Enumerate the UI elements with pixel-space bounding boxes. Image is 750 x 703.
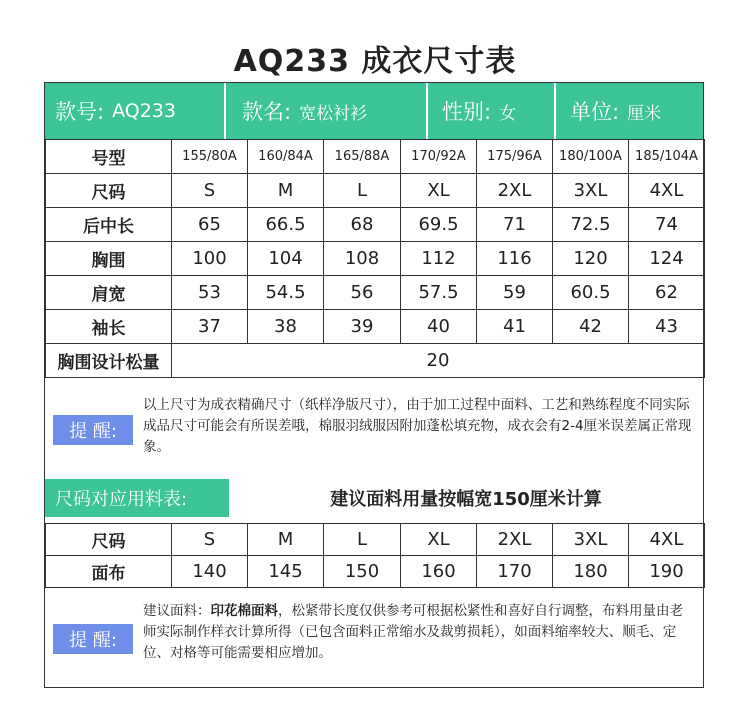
- table-row: [46, 556, 705, 588]
- table-cell: 160/84A: [248, 140, 324, 174]
- table-cell: 170/92A: [401, 140, 477, 174]
- table-cell: L: [324, 174, 401, 208]
- row-label: 肩宽: [46, 276, 172, 310]
- gender-cell: [428, 83, 556, 139]
- table-cell: 4XL: [629, 174, 705, 208]
- table-cell: 2XL: [477, 174, 553, 208]
- table-cell: 3XL: [553, 524, 629, 556]
- table-cell: 72.5: [553, 208, 629, 242]
- note-2-prefix: 建议面料：: [143, 603, 211, 619]
- row-label: 后中长: [46, 208, 172, 242]
- table-cell: 124: [629, 242, 705, 276]
- style-name-label: 款名:: [242, 100, 292, 124]
- table-row: [46, 276, 705, 310]
- table-cell: 68: [324, 208, 401, 242]
- style-name-value: 宽松衬衫: [299, 103, 368, 124]
- table-row: [46, 310, 705, 344]
- note-2: [45, 591, 703, 687]
- table-cell: 71: [477, 208, 553, 242]
- table-cell: 41: [477, 310, 553, 344]
- row-label: 尺码: [46, 174, 172, 208]
- unit-label: 单位:: [570, 100, 620, 124]
- info-bar: [45, 83, 703, 139]
- row-label: 尺码: [46, 524, 172, 556]
- remind-badge-1: 提 醒:: [53, 415, 133, 445]
- style-number-label: 款号:: [55, 100, 105, 124]
- table-cell: 175/96A: [477, 140, 553, 174]
- table-cell: 150: [324, 556, 401, 588]
- table-cell: 39: [324, 310, 401, 344]
- table-cell: 69.5: [401, 208, 477, 242]
- table-cell: 165/88A: [324, 140, 401, 174]
- note-2-fabric: 印花棉面料: [210, 603, 278, 619]
- table-cell: 100: [172, 242, 248, 276]
- table-cell: 54.5: [248, 276, 324, 310]
- material-label: 尺码对应用料表:: [45, 479, 229, 517]
- table-row: [46, 524, 705, 556]
- table-cell: 57.5: [401, 276, 477, 310]
- table-cell: 56: [324, 276, 401, 310]
- table-cell: 74: [629, 208, 705, 242]
- table-cell: 155/80A: [172, 140, 248, 174]
- note-1-text: 以上尺寸为成衣精确尺寸（纸样净版尺寸），由于加工过程中面料、工艺和熟练程度不同实际成品尺寸可能会有所误差哦，棉服羽绒服因附加蓬松填充物，成衣会有2-4厘米误差属正常现象。: [143, 397, 692, 455]
- note-1: [45, 376, 703, 479]
- row-label: 胸围: [46, 242, 172, 276]
- unit-cell: [556, 83, 703, 139]
- note-2-body: ，松紧带长度仅供参考可根据松紧性和喜好自行调整，布料用量由老师实际制作样衣计算所得（已包含面料正常缩水及裁剪损耗），如面料缩率较大、顺毛、定位、对格等可能需要相应增加。: [143, 603, 683, 661]
- table-cell: 185/104A: [629, 140, 705, 174]
- table-cell: 170: [477, 556, 553, 588]
- ease-row: [46, 344, 705, 378]
- table-cell: 43: [629, 310, 705, 344]
- table-row: [46, 208, 705, 242]
- table-cell: 180: [553, 556, 629, 588]
- material-table: [45, 523, 705, 588]
- row-label: 袖长: [46, 310, 172, 344]
- row-label: 面布: [46, 556, 172, 588]
- gender-value: 女: [499, 103, 517, 124]
- table-cell: 116: [477, 242, 553, 276]
- table-cell: XL: [401, 524, 477, 556]
- row-label: 号型: [46, 140, 172, 174]
- material-note: 建议面料用量按幅宽150厘米计算: [330, 489, 602, 510]
- ease-label: 胸围设计松量: [46, 344, 172, 378]
- ease-value: 20: [172, 344, 705, 378]
- table-cell: 112: [401, 242, 477, 276]
- table-cell: L: [324, 524, 401, 556]
- table-cell: S: [172, 524, 248, 556]
- table-cell: 42: [553, 310, 629, 344]
- table-cell: 145: [248, 556, 324, 588]
- table-cell: 53: [172, 276, 248, 310]
- table-cell: 3XL: [553, 174, 629, 208]
- size-sheet: [44, 82, 704, 688]
- table-cell: M: [248, 174, 324, 208]
- table-row: [46, 174, 705, 208]
- table-cell: 40: [401, 310, 477, 344]
- page-title: AQ233 成衣尺寸表: [233, 44, 517, 79]
- table-row: [46, 140, 705, 174]
- table-cell: 66.5: [248, 208, 324, 242]
- table-cell: 59: [477, 276, 553, 310]
- table-cell: 104: [248, 242, 324, 276]
- table-cell: 160: [401, 556, 477, 588]
- unit-value: 厘米: [627, 103, 662, 124]
- table-cell: 62: [629, 276, 705, 310]
- table-cell: 190: [629, 556, 705, 588]
- remind-badge-2: 提 醒:: [53, 624, 133, 654]
- style-number-value: AQ233: [112, 100, 176, 122]
- table-cell: 120: [553, 242, 629, 276]
- table-cell: 140: [172, 556, 248, 588]
- note-2-text: [143, 601, 695, 664]
- table-cell: M: [248, 524, 324, 556]
- table-cell: 38: [248, 310, 324, 344]
- table-row: [46, 242, 705, 276]
- style-number-cell: [45, 83, 226, 139]
- table-cell: 108: [324, 242, 401, 276]
- material-bar: [45, 479, 703, 517]
- table-cell: 180/100A: [553, 140, 629, 174]
- table-cell: XL: [401, 174, 477, 208]
- table-cell: S: [172, 174, 248, 208]
- table-cell: 37: [172, 310, 248, 344]
- size-table: [45, 139, 705, 378]
- table-cell: 60.5: [553, 276, 629, 310]
- gender-label: 性别:: [442, 100, 492, 124]
- table-cell: 65: [172, 208, 248, 242]
- table-cell: 4XL: [629, 524, 705, 556]
- style-name-cell: [226, 83, 428, 139]
- table-cell: 2XL: [477, 524, 553, 556]
